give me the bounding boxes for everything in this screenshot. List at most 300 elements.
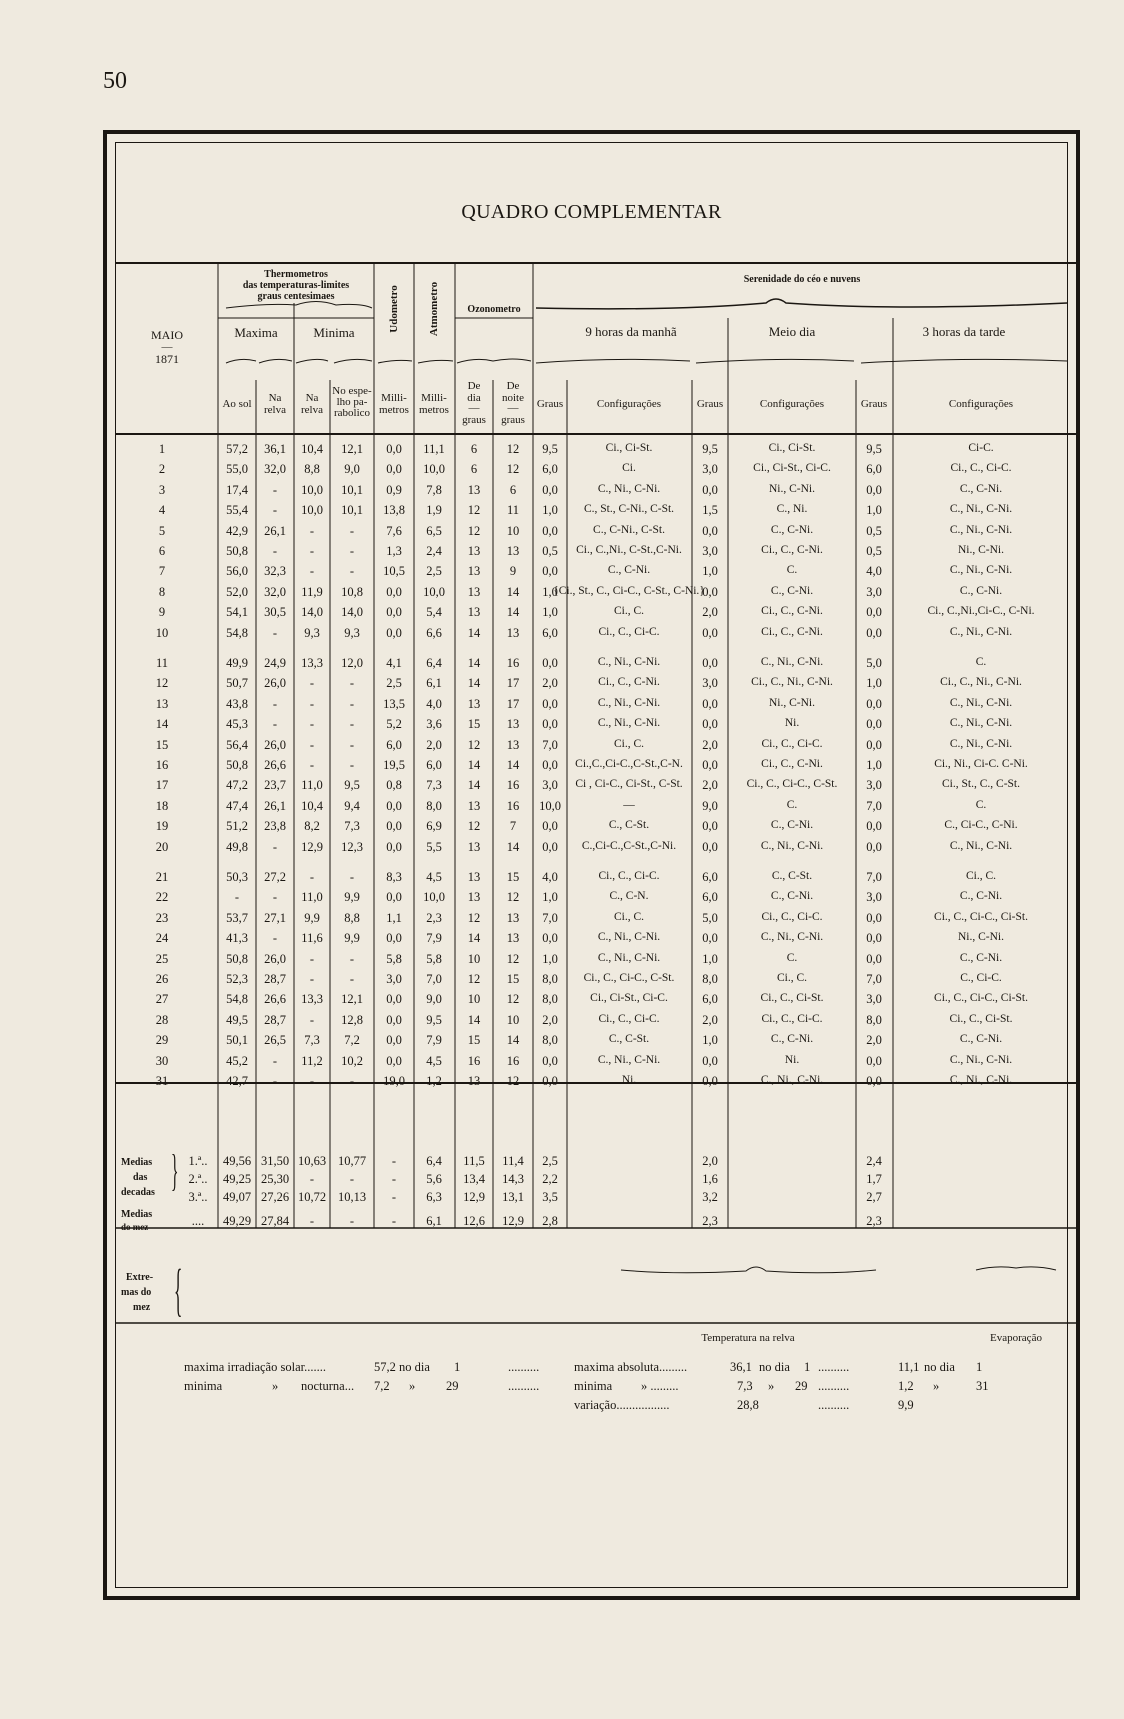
cell-config-9h: Ci., Ci-St. — [605, 442, 653, 454]
cell-graus-9h: 1,0 — [542, 951, 558, 966]
header-milli-udo-2: metros — [379, 404, 409, 416]
cell-config-3h: C., C-Ni. — [959, 951, 1003, 964]
cell-graus-9h: 9,5 — [542, 442, 558, 456]
cell-ozono-dia: 13 — [467, 1074, 481, 1088]
cell-udometro: 0,0 — [386, 605, 402, 620]
cell-graus-9h: 1,0 — [542, 584, 558, 599]
cell-graus-9h: 0,0 — [542, 696, 558, 711]
cell-day: 18 — [155, 798, 169, 813]
cell-graus-9h: 1,0 — [542, 605, 558, 620]
cell-ao-sol: 54,1 — [226, 605, 248, 620]
ext-line2-f: .......... — [508, 1379, 540, 1393]
cell-espelho: - — [349, 717, 355, 732]
cell-espelho: 10,1 — [341, 482, 363, 497]
cell-na-relva-max: 26,1 — [264, 798, 286, 813]
cell-udometro: 5,2 — [386, 717, 402, 732]
cell-day: 21 — [155, 870, 169, 884]
cell-na-relva-min: 10,0 — [301, 482, 323, 497]
header-espelho-2: lho pa- — [336, 396, 368, 408]
cell-na-relva-min: - — [309, 676, 315, 691]
cell-atmometro: 10,0 — [423, 462, 445, 477]
cell-graus-3h: 0,0 — [866, 717, 882, 732]
cell-udometro: 0,0 — [386, 890, 402, 905]
header-ozonometro: Ozonometro — [467, 304, 521, 315]
ext-line1-l: no dia — [924, 1360, 955, 1374]
cell-graus-3h: 8,0 — [866, 1012, 882, 1027]
medias-cell-atmometro: 6,3 — [426, 1190, 442, 1204]
cell-atmometro: 6,4 — [426, 656, 442, 670]
ext-line1-e: .......... — [508, 1360, 540, 1374]
cell-config-3h: C., Ni., C-Ni. — [949, 625, 1013, 638]
cell-graus-3h: 0,0 — [866, 839, 882, 854]
cell-day: 15 — [155, 737, 169, 752]
cell-udometro: 0,0 — [386, 839, 402, 854]
cell-na-relva-min: 13,3 — [301, 992, 323, 1007]
ext-line1-k: 11,1 — [898, 1360, 920, 1374]
cell-ozono-noite: 15 — [506, 870, 520, 884]
cell-na-relva-max: 26,6 — [264, 758, 286, 772]
cell-espelho: 12,0 — [341, 656, 363, 670]
cell-udometro: 1,3 — [386, 544, 402, 558]
medias-cell-graus-3h: 1,7 — [866, 1172, 882, 1186]
cell-config-9h: C., Ni., C-Ni. — [597, 656, 661, 668]
cell-config-9h: Ci., C., Ci-C. — [598, 625, 660, 638]
cell-config-md: C. — [786, 951, 798, 964]
header-dash: — — [161, 341, 173, 353]
cell-atmometro: 6,1 — [426, 676, 442, 691]
cell-config-md: C., Ni., C-Ni. — [760, 839, 824, 852]
cell-na-relva-min: - — [309, 564, 315, 579]
cell-config-md: C., C-St. — [771, 870, 813, 882]
cell-na-relva-min: - — [309, 951, 315, 966]
cell-config-9h: C., St., C-Ni., C-St. — [583, 503, 675, 516]
cell-na-relva-min: 11,9 — [301, 584, 323, 599]
header-de-noite-3: graus — [501, 414, 525, 426]
cell-ao-sol: 45,2 — [226, 1053, 248, 1068]
cell-na-relva-max: 27,1 — [264, 910, 286, 925]
cell-graus-md: 9,0 — [702, 798, 718, 813]
header-3h: 3 horas da tarde — [922, 324, 1006, 339]
medias-cell-atmometro: 6,4 — [426, 1154, 442, 1168]
ext-line2-o: 31 — [976, 1379, 989, 1393]
cell-na-relva-max: - — [272, 1053, 278, 1068]
cell-day: 4 — [158, 503, 166, 518]
header-minima: Minima — [313, 325, 355, 340]
cell-na-relva-min: 13,3 — [301, 656, 323, 670]
cell-espelho: - — [349, 870, 355, 884]
cell-day: 16 — [155, 758, 169, 772]
cell-ozono-dia: 15 — [467, 1033, 481, 1048]
cell-ao-sol: 57,2 — [226, 442, 248, 456]
header-config-3h: Configurações — [948, 398, 1014, 410]
medias-cell-atmometro: 6,1 — [426, 1214, 442, 1228]
header-na-relva-1: Na — [268, 392, 282, 404]
cell-graus-md: 0,0 — [702, 839, 718, 854]
cell-ozono-noite: 14 — [506, 758, 520, 772]
ext-line1-g: 36,1 — [730, 1360, 752, 1374]
cell-config-md: Ci., C. — [776, 972, 808, 984]
cell-espelho: - — [349, 676, 355, 691]
cell-graus-md: 0,0 — [702, 696, 718, 711]
cell-config-9h: Ci., C., C-Ni. — [598, 676, 660, 689]
cell-atmometro: 1,9 — [426, 503, 442, 518]
cell-config-md: Ci., Ci-St., Ci-C. — [753, 462, 831, 475]
cell-graus-md: 0,0 — [702, 1074, 718, 1088]
cell-graus-md: 0,0 — [702, 625, 718, 640]
cell-config-3h: C., Ni., C-Ni. — [949, 1053, 1013, 1066]
cell-ozono-noite: 15 — [506, 972, 520, 986]
ext-line1-j: .......... — [818, 1360, 850, 1374]
cell-ao-sol: 56,4 — [226, 737, 248, 752]
cell-na-relva-max: - — [272, 503, 278, 518]
cell-ozono-dia: 12 — [467, 523, 481, 538]
cell-graus-3h: 0,0 — [866, 1053, 882, 1068]
cell-config-3h: C., Ni., C-Ni. — [949, 503, 1013, 516]
cell-ao-sol: 54,8 — [226, 625, 248, 640]
cell-ao-sol: 42,7 — [226, 1074, 248, 1088]
header-na-relva-min-1: Na — [305, 392, 319, 404]
cell-ozono-dia: 13 — [467, 584, 481, 599]
extremas-label-1: Extre- — [126, 1272, 154, 1283]
cell-udometro: 0,8 — [386, 778, 402, 793]
cell-graus-3h: 3,0 — [866, 992, 882, 1007]
ext-line3-c: .......... — [818, 1398, 850, 1412]
cell-ozono-noite: 12 — [506, 462, 520, 477]
cell-graus-9h: 0,0 — [542, 1053, 558, 1068]
cell-config-md: Ci., C., Ci-C. — [761, 910, 823, 923]
medias-cell-udometro: - — [391, 1214, 397, 1228]
header-milli-udo-1: Milli- — [381, 392, 407, 404]
cell-day: 24 — [155, 931, 169, 946]
cell-graus-3h: 0,0 — [866, 605, 882, 620]
cell-config-9h: C., Ni., C-Ni. — [597, 482, 661, 495]
medias-cell-ozono-dia: 11,5 — [463, 1154, 485, 1168]
cell-config-9h: C., C-Ni., C-St. — [593, 523, 665, 536]
cell-na-relva-max: 23,7 — [264, 778, 286, 793]
cell-ao-sol: - — [234, 890, 240, 905]
cell-ozono-dia: 14 — [467, 1012, 481, 1027]
header-graus-9h: Graus — [536, 398, 564, 410]
medias-cell-udometro: - — [391, 1172, 397, 1186]
cell-day: 2 — [158, 462, 166, 477]
thermo-header-3: graus centesimaes — [257, 291, 335, 302]
cell-config-9h: Ci., Ci-St., Ci-C. — [590, 992, 668, 1005]
cell-ozono-noite: 10 — [506, 1012, 520, 1027]
cell-ao-sol: 49,5 — [226, 1012, 248, 1027]
medias-cell-graus-3h: 2,3 — [866, 1214, 882, 1228]
cell-day: 14 — [155, 717, 169, 732]
cell-graus-9h: 1,0 — [542, 503, 558, 518]
cell-graus-md: 1,0 — [702, 1033, 718, 1048]
cell-graus-9h: 0,0 — [542, 717, 558, 732]
cell-atmometro: 5,5 — [426, 839, 442, 854]
cell-graus-3h: 7,0 — [866, 798, 882, 813]
cell-udometro: 0,0 — [386, 992, 402, 1007]
cell-day: 1 — [158, 442, 166, 456]
cell-day: 28 — [155, 1012, 169, 1027]
cell-udometro: 0,0 — [386, 819, 402, 834]
medias-cell-espelho: 10,13 — [337, 1190, 367, 1204]
cell-espelho: - — [349, 564, 355, 579]
medias-cell-ozono-dia: 12,9 — [463, 1190, 485, 1204]
cell-atmometro: 11,1 — [423, 442, 445, 456]
cell-ozono-dia: 16 — [467, 1053, 481, 1068]
cell-na-relva-max: 30,5 — [264, 605, 286, 620]
cell-espelho: - — [349, 544, 355, 558]
medias-mez-2: do mez — [121, 1222, 149, 1232]
cell-ozono-dia: 13 — [467, 839, 481, 854]
cell-ozono-dia: 13 — [467, 482, 481, 497]
medias-cell-ozono-noite: 13,1 — [502, 1190, 524, 1204]
cell-ao-sol: 50,7 — [226, 676, 248, 691]
cell-udometro: 0,0 — [386, 462, 402, 477]
cell-graus-3h: 0,0 — [866, 625, 882, 640]
cell-graus-md: 5,0 — [702, 910, 718, 925]
medias-cell-decada: 2.ª.. — [188, 1172, 208, 1186]
header-graus-md: Graus — [696, 398, 724, 410]
medias-label-1: Medias — [121, 1157, 153, 1168]
cell-config-md: C., Ni. — [776, 503, 808, 516]
page-number: 50 — [103, 68, 127, 94]
cell-config-3h: Ci., C., Ci-C., Ci-St. — [934, 910, 1028, 923]
cell-espelho: 8,8 — [344, 910, 360, 925]
cell-graus-3h: 3,0 — [866, 890, 882, 905]
cell-graus-3h: 0,0 — [866, 482, 882, 497]
cell-graus-9h: 8,0 — [542, 1033, 558, 1048]
header-ao-sol: Ao sol — [222, 398, 252, 410]
header-de-noite-dash: — — [507, 402, 519, 414]
cell-na-relva-max: - — [272, 890, 278, 905]
cell-graus-3h: 0,5 — [866, 523, 882, 538]
cell-graus-md: 2,0 — [702, 737, 718, 752]
cell-espelho: 12,1 — [341, 992, 363, 1007]
medias-label-2: das — [133, 1172, 148, 1183]
header-milli-atmo-1: Milli- — [421, 392, 447, 404]
cell-config-9h: Ci , Ci-C., Ci-St., C-St. — [575, 778, 683, 791]
cell-atmometro: 4,5 — [426, 1053, 442, 1068]
cell-config-9h: Ci., C.,Ni., C-St.,C-Ni. — [576, 544, 682, 556]
header-na-relva-min-2: relva — [301, 404, 323, 416]
cell-graus-3h: 6,0 — [866, 462, 882, 477]
cell-ozono-dia: 14 — [467, 931, 481, 946]
cell-graus-md: 3,0 — [702, 462, 718, 477]
medias-cell-graus-md: 3,2 — [702, 1190, 718, 1204]
cell-ao-sol: 54,8 — [226, 992, 248, 1007]
cell-graus-3h: 0,0 — [866, 951, 882, 966]
cell-ozono-dia: 13 — [467, 890, 481, 905]
cell-na-relva-max: 32,0 — [264, 584, 286, 599]
medias-cell-decada: 1.ª.. — [188, 1154, 208, 1168]
cell-graus-md: 0,0 — [702, 717, 718, 732]
cell-config-3h: Ci., C., Ni., C-Ni. — [940, 676, 1022, 689]
cell-config-3h: Ci., Ni., Ci-C. C-Ni. — [934, 758, 1028, 770]
cell-udometro: 2,5 — [386, 676, 402, 691]
cell-na-relva-min: 11,2 — [301, 1053, 323, 1068]
cell-ozono-dia: 12 — [467, 737, 481, 752]
cell-espelho: 12,8 — [341, 1012, 363, 1027]
cell-graus-3h: 1,0 — [866, 676, 882, 691]
cell-na-relva-min: 7,3 — [304, 1033, 320, 1048]
cell-graus-9h: 0,0 — [542, 523, 558, 538]
cell-ozono-dia: 13 — [467, 605, 481, 620]
cell-atmometro: 7,9 — [426, 1033, 442, 1048]
cell-atmometro: 3,6 — [426, 717, 442, 732]
medias-cell-ozono-noite: 14,3 — [502, 1172, 524, 1186]
cell-ozono-dia: 6 — [470, 462, 478, 477]
cell-atmometro: 10,0 — [423, 890, 445, 905]
medias-cell-graus-md: 2,0 — [702, 1154, 718, 1168]
cell-graus-3h: 1,0 — [866, 503, 882, 518]
cell-graus-9h: 4,0 — [542, 870, 558, 884]
cell-espelho: - — [349, 972, 355, 986]
cell-ozono-dia: 14 — [467, 625, 481, 640]
cell-config-9h: C., Ni., C-Ni. — [597, 696, 661, 709]
cell-config-9h: Ci., C., Ci-C., C-St. — [583, 972, 675, 984]
cell-na-relva-min: - — [309, 972, 315, 986]
cell-graus-3h: 0,5 — [866, 544, 882, 558]
thermo-header-1: Thermometros — [264, 269, 328, 280]
cell-ao-sol: 52,3 — [226, 972, 248, 986]
cell-graus-3h: 3,0 — [866, 584, 882, 599]
cell-day: 10 — [155, 625, 169, 640]
cell-config-md: Ni. — [784, 1053, 800, 1066]
cell-graus-9h: 10,0 — [539, 798, 561, 813]
cell-graus-md: 6,0 — [702, 870, 718, 884]
cell-ao-sol: 51,2 — [226, 819, 248, 834]
cell-udometro: 6,0 — [386, 737, 402, 752]
cell-ao-sol: 50,8 — [226, 544, 248, 558]
header-de-dia-1: De — [467, 380, 481, 392]
cell-atmometro: 2,4 — [426, 544, 442, 558]
cell-udometro: 0,0 — [386, 798, 402, 813]
cell-ozono-noite: 16 — [506, 656, 520, 670]
cell-ozono-dia: 15 — [467, 717, 481, 732]
ext-line2-e: 29 — [446, 1379, 459, 1393]
cell-ozono-noite: 17 — [506, 676, 520, 691]
medias-cell-na-relva-max: 27,26 — [260, 1190, 290, 1204]
cell-atmometro: 5,4 — [426, 605, 442, 620]
cell-ozono-noite: 17 — [506, 696, 520, 711]
cell-ao-sol: 50,8 — [226, 951, 248, 966]
cell-ozono-noite: 14 — [506, 839, 520, 854]
cell-udometro: 0,0 — [386, 442, 402, 456]
cell-ozono-noite: 13 — [506, 910, 520, 925]
cell-na-relva-min: 8,8 — [304, 462, 320, 477]
cell-udometro: 0,0 — [386, 1033, 402, 1048]
cell-day: 7 — [158, 564, 166, 579]
cell-graus-md: 2,0 — [702, 778, 718, 793]
cell-day: 8 — [158, 584, 166, 599]
ext-line2-a: minima — [184, 1379, 223, 1393]
cell-day: 13 — [155, 696, 169, 711]
cell-ao-sol: 49,8 — [226, 839, 248, 854]
cell-na-relva-max: 26,0 — [264, 737, 286, 752]
header-year: 1871 — [155, 352, 179, 366]
cell-na-relva-min: 10,0 — [301, 503, 323, 518]
table-title: QUADRO COMPLEMENTAR — [461, 201, 722, 223]
cell-atmometro: 5,8 — [426, 951, 442, 966]
cell-day: 27 — [155, 992, 169, 1007]
cell-config-md: C., C-Ni. — [770, 584, 814, 597]
cell-na-relva-max: - — [272, 839, 278, 854]
cell-ao-sol: 52,0 — [226, 584, 248, 599]
cell-ozono-dia: 6 — [470, 442, 478, 456]
temp-relva-header: Temperatura na relva — [701, 1332, 795, 1344]
cell-config-md: Ci., C., Ci-C. — [761, 1012, 823, 1025]
cell-ao-sol: 56,0 — [226, 564, 248, 579]
cell-ozono-dia: 12 — [467, 972, 481, 986]
ext-line2-b: nocturna... — [301, 1379, 355, 1393]
cell-espelho: 9,3 — [344, 625, 360, 640]
cell-ozono-dia: 14 — [467, 656, 481, 670]
cell-config-9h: C., Ni., C-Ni. — [597, 951, 661, 964]
cell-udometro: 8,3 — [386, 870, 402, 884]
cell-graus-9h: 6,0 — [542, 462, 558, 477]
cell-na-relva-max: - — [272, 625, 278, 640]
cell-graus-9h: 6,0 — [542, 625, 558, 640]
cell-na-relva-max: - — [272, 1074, 278, 1088]
cell-graus-9h: 0,0 — [542, 564, 558, 579]
cell-espelho: 7,2 — [344, 1033, 360, 1048]
cell-na-relva-min: 10,4 — [301, 442, 323, 456]
cell-na-relva-max: - — [272, 931, 278, 946]
cell-ozono-noite: 13 — [506, 931, 520, 946]
cell-espelho: - — [349, 737, 355, 752]
cell-config-3h: C., Ni., C-Ni. — [949, 737, 1013, 750]
cell-espelho: 9,0 — [344, 462, 360, 477]
cell-atmometro: 7,8 — [426, 482, 442, 497]
cell-graus-md: 8,0 — [702, 972, 718, 986]
cell-atmometro: 2,5 — [426, 564, 442, 579]
cell-graus-9h: 2,0 — [542, 1012, 558, 1027]
cell-ao-sol: 55,0 — [226, 462, 248, 477]
cell-config-3h: Ci., C., Ci-C. — [950, 462, 1012, 475]
cell-ao-sol: 53,7 — [226, 910, 248, 925]
cell-na-relva-min: 12,9 — [301, 839, 323, 854]
cell-graus-9h: 2,0 — [542, 676, 558, 691]
cell-na-relva-min: 9,3 — [304, 625, 320, 640]
header-de-noite-2: noite — [502, 392, 524, 404]
table-inner — [115, 142, 1068, 1588]
cell-espelho: 10,1 — [341, 503, 363, 518]
cell-ozono-noite: 16 — [506, 778, 520, 793]
medias-cell-na-relva-min: - — [309, 1172, 315, 1186]
cell-espelho: - — [349, 696, 355, 711]
ext-line2-c: 7,2 — [374, 1379, 390, 1393]
cell-ao-sol: 47,2 — [226, 778, 248, 793]
cell-atmometro: 7,9 — [426, 931, 442, 946]
cell-config-9h: Ci., C. — [613, 605, 645, 618]
cell-na-relva-min: - — [309, 870, 315, 884]
cell-na-relva-max: 36,1 — [264, 442, 286, 456]
cell-espelho: - — [349, 1074, 355, 1088]
cell-ao-sol: 50,1 — [226, 1033, 248, 1048]
cell-udometro: 13,5 — [383, 696, 405, 711]
cell-config-9h: C., C-St. — [608, 819, 650, 832]
medias-cell-ao-sol: 49,25 — [222, 1172, 252, 1186]
cell-config-3h: C., Ni., C-Ni. — [949, 523, 1013, 536]
cell-config-md: C., C-Ni. — [770, 819, 814, 832]
cell-config-9h: Ci., C. — [613, 737, 645, 750]
cell-graus-9h: 0,0 — [542, 656, 558, 670]
cell-config-3h: C., Ci-C. — [960, 972, 1002, 984]
cell-ao-sol: 50,8 — [226, 758, 248, 772]
cell-config-9h: C.,Ci-C.,C-St.,C-Ni. — [581, 839, 677, 852]
cell-ozono-noite: 12 — [506, 951, 520, 966]
cell-config-9h: C., Ni., C-Ni. — [597, 717, 661, 730]
cell-config-md: Ci., C., C-Ni. — [761, 758, 823, 770]
cell-day: 31 — [155, 1074, 169, 1088]
